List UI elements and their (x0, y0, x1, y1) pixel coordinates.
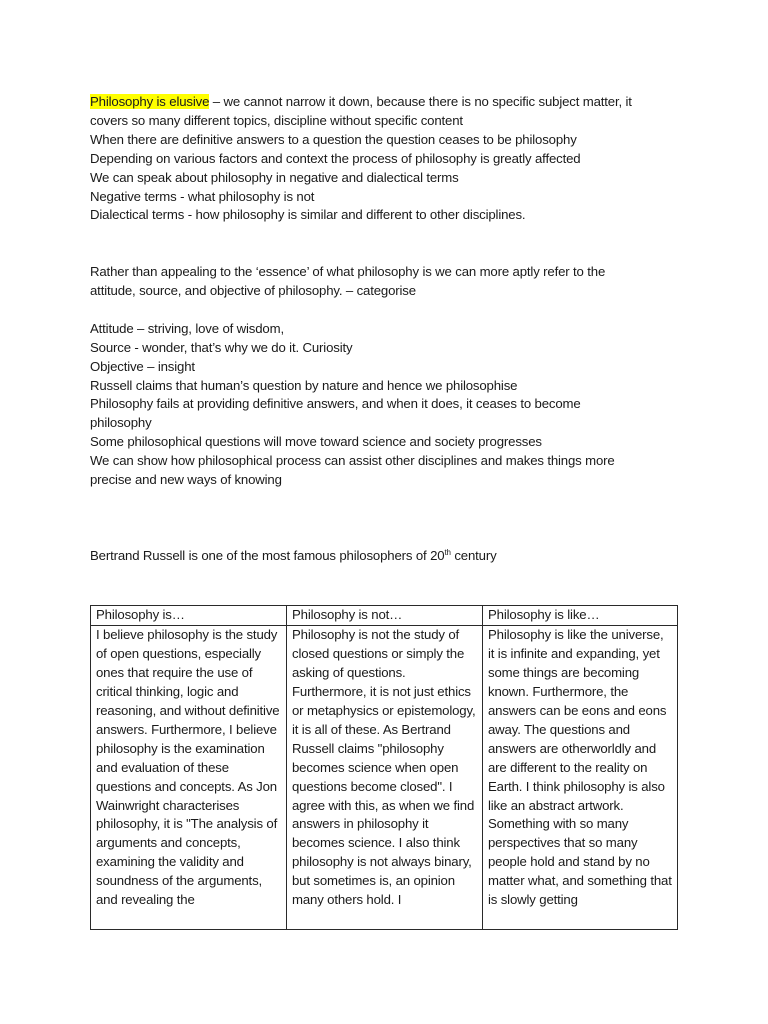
highlighted-phrase: Philosophy is elusive (90, 94, 210, 109)
text-line: Russell claims that human’s question by nature and hence we philosophise (90, 377, 518, 393)
essence-paragraph (90, 263, 690, 301)
attributes-paragraph (90, 320, 690, 490)
russell-text-end: century (450, 547, 497, 563)
cell-philosophy-is (91, 625, 287, 929)
header-philosophy-is: Philosophy is… (91, 606, 287, 626)
header-philosophy-is-not: Philosophy is not… (287, 606, 483, 626)
cell-text: Philosophy is not the study of closed questions or simply the asking of questions. Furthermore, it is not just ethics or metaphysics or epistemology, it is all of these. As Bertrand Russell claims "philosophy becomes science when open questions become closed". I agree with this, as when we find answers in philosophy it becomes science. I also think philosophy is not always binary, but sometimes is, an opinion many others hold. I (292, 626, 476, 908)
text-line (90, 547, 690, 566)
text-line: Some philosophical questions will move toward science and society progresses (90, 434, 542, 450)
cell-text: Philosophy is like the universe, it is infinite and expanding, yet some things are becoming known. Furthermore, the answers can be eons and eons away. The questions and answers are otherworldly and are different to the reality on Earth. I think philosophy is also like an abstract artwork. Something with so many perspectives that so many people hold and stand by no matter what, and something that is slowly getting (488, 626, 672, 908)
russell-text: Bertrand Russell is one of the most famous philosophers of 20 (90, 547, 445, 563)
table-row (91, 625, 678, 929)
text-line: Philosophy fails at providing definitive answers, and when it does, it ceases to become (90, 396, 581, 412)
text-line: Objective – insight (90, 358, 195, 374)
table-header-row (91, 606, 678, 626)
text-line: Attitude – striving, love of wisdom, (90, 320, 284, 336)
cell-philosophy-is-like (483, 625, 678, 929)
text-line: When there are definitive answers to a question the question ceases to be philosophy (90, 131, 577, 147)
cell-philosophy-is-not (287, 625, 483, 929)
intro-paragraph (90, 93, 690, 225)
text-line: We can speak about philosophy in negative and dialectical terms (90, 169, 459, 185)
spacer (90, 490, 690, 528)
philosophy-table (90, 605, 678, 930)
ordinal-superscript: th (444, 547, 451, 557)
text-line: We can show how philosophical process can assist other disciplines and makes things more (90, 453, 615, 469)
text-line: precise and new ways of knowing (90, 472, 282, 488)
text-line: attitude, source, and objective of philosophy. – categorise (90, 283, 416, 299)
intro-first-line (90, 93, 690, 112)
russell-paragraph (90, 547, 690, 566)
document-page (90, 93, 690, 566)
text-line: Source - wonder, that’s why we do it. Curiosity (90, 339, 353, 355)
spacer (90, 528, 690, 547)
spacer (90, 301, 690, 320)
text-line: philosophy (90, 415, 152, 431)
text-line: Depending on various factors and context the process of philosophy is greatly affected (90, 150, 581, 166)
text-line: Rather than appealing to the ‘essence’ of what philosophy is we can more aptly refer to the (90, 264, 606, 280)
text-line: Dialectical terms - how philosophy is similar and different to other disciplines. (90, 207, 526, 223)
cell-text: I believe philosophy is the study of open questions, especially ones that require the use of critical thinking, logic and reasoning, and without definitive answers. Furthermore, I believe philosophy is the examination and evaluation of these questions and concepts. As Jon Wainwright characterises philosophy, it is "The analysis of arguments and concepts, examining the validity and soundness of the arguments, and revealing the (96, 626, 280, 908)
intro-first-line-rest: – we cannot narrow it down, because there is no specific subject matter, it (209, 94, 632, 109)
text-line: Negative terms - what philosophy is not (90, 188, 315, 204)
text-line: covers so many different topics, discipline without specific content (90, 112, 463, 128)
spacer (90, 225, 690, 263)
header-philosophy-is-like: Philosophy is like… (483, 606, 678, 626)
